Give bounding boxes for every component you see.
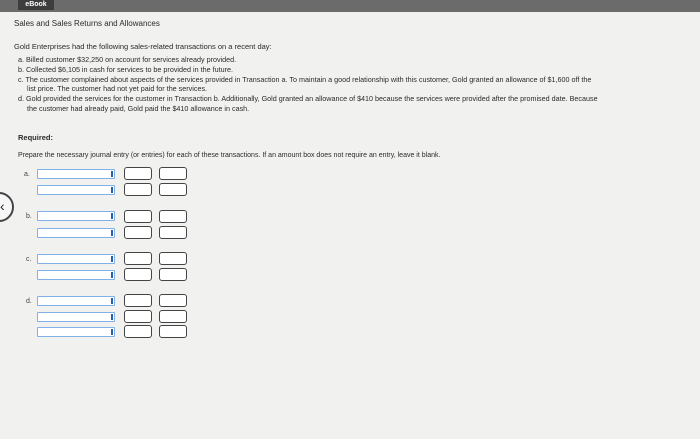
transaction-a: a. Billed customer $32,250 on account for services already provided.: [18, 55, 237, 64]
debit-amount-input[interactable]: [124, 226, 152, 239]
credit-amount-input[interactable]: [159, 226, 187, 239]
required-heading: Required:: [18, 133, 54, 142]
credit-amount-input[interactable]: [159, 252, 187, 265]
entry-label-c: c.: [26, 256, 32, 263]
account-select[interactable]: [37, 270, 115, 280]
account-select[interactable]: [37, 185, 115, 195]
account-select[interactable]: [37, 296, 115, 306]
transaction-d-continued: the customer had already paid, Gold paid the $410 allowance in cash.: [27, 103, 250, 113]
debit-amount-input[interactable]: [124, 167, 152, 180]
debit-amount-input[interactable]: [124, 294, 152, 307]
transactions-list: [18, 55, 698, 114]
dropdown-marker: [111, 272, 113, 278]
dropdown-marker: [111, 213, 113, 219]
dropdown-marker: [111, 171, 113, 177]
transaction-c: c. The customer complained about aspects of the services provided in Transaction a. To maintain a good relationship with this customer, Gold granted an allowance of $1,600 off the: [18, 74, 592, 84]
dropdown-marker: [111, 256, 113, 262]
debit-amount-input[interactable]: [124, 325, 152, 338]
credit-amount-input[interactable]: [159, 310, 187, 323]
nav-left-button[interactable]: [0, 192, 14, 222]
dropdown-marker: [111, 329, 113, 335]
dropdown-marker: [111, 187, 113, 193]
transaction-c-continued: list price. The customer had not yet paid for the services.: [27, 84, 208, 94]
page-title: Sales and Sales Returns and Allowances: [14, 19, 160, 28]
debit-amount-input[interactable]: [124, 183, 152, 196]
credit-amount-input[interactable]: [159, 183, 187, 196]
credit-amount-input[interactable]: [159, 167, 187, 180]
account-select[interactable]: [37, 211, 115, 221]
chevron-left-icon: ‹: [0, 198, 5, 214]
debit-amount-input[interactable]: [124, 210, 152, 223]
credit-amount-input[interactable]: [159, 325, 187, 338]
problem-intro: Gold Enterprises had the following sales-related transactions on a recent day:: [14, 42, 272, 51]
debit-amount-input[interactable]: [124, 252, 152, 265]
ebook-tab[interactable]: eBook: [18, 0, 54, 10]
transaction-b: b. Collected $6,105 in cash for services to be provided in the future.: [18, 64, 233, 74]
instruction-text: Prepare the necessary journal entry (or entries) for each of these transactions. If an amount box does not require an entry, leave it blank.: [18, 152, 441, 159]
entry-label-d: d.: [26, 298, 32, 305]
account-select[interactable]: [37, 327, 115, 337]
debit-amount-input[interactable]: [124, 310, 152, 323]
entry-label-b: b.: [26, 213, 32, 220]
dropdown-marker: [111, 230, 113, 236]
credit-amount-input[interactable]: [159, 268, 187, 281]
account-select[interactable]: [37, 312, 115, 322]
entry-label-a: a.: [24, 171, 30, 178]
dropdown-marker: [111, 314, 113, 320]
account-select[interactable]: [37, 169, 115, 179]
credit-amount-input[interactable]: [159, 210, 187, 223]
dropdown-marker: [111, 298, 113, 304]
credit-amount-input[interactable]: [159, 294, 187, 307]
account-select[interactable]: [37, 254, 115, 264]
transaction-d: d. Gold provided the services for the customer in Transaction b. Additionally, Gold granted an allowance of $410 because the services were provided after the promised date. Because: [18, 94, 598, 104]
account-select[interactable]: [37, 228, 115, 238]
debit-amount-input[interactable]: [124, 268, 152, 281]
top-bar: [0, 0, 700, 12]
